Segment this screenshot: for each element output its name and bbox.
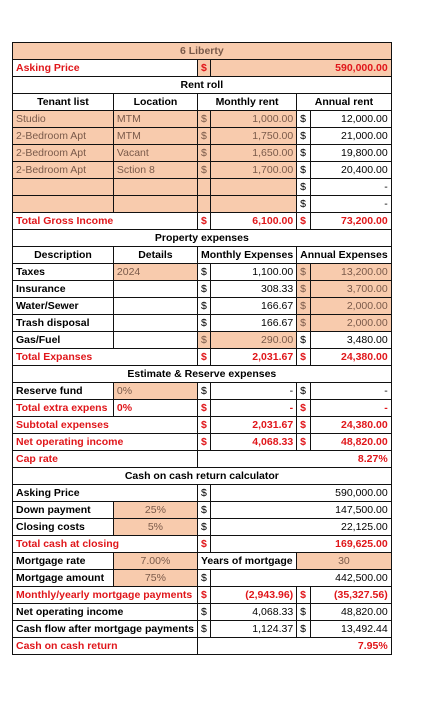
tenant-cell[interactable]	[13, 179, 114, 196]
currency-symbol[interactable]: $	[297, 111, 310, 128]
reserve-fund-monthly[interactable]: -	[211, 383, 297, 400]
total-gross-income-label[interactable]: Total Gross Income	[13, 213, 198, 230]
total-cash-value[interactable]: 169,625.00	[211, 536, 391, 553]
mortgage-rate-label[interactable]: Mortgage rate	[13, 553, 114, 570]
currency-symbol[interactable]: $	[197, 162, 210, 179]
mortgage-amount-value[interactable]: 442,500.00	[211, 570, 391, 587]
currency-symbol[interactable]: $	[197, 502, 210, 519]
closing-costs-value[interactable]: 22,125.00	[211, 519, 391, 536]
cash-flow-annual[interactable]: 13,492.44	[310, 621, 391, 638]
currency-symbol[interactable]: $	[197, 264, 210, 281]
expense-annual[interactable]: 3,480.00	[310, 332, 391, 349]
expense-monthly[interactable]: 1,100.00	[211, 264, 297, 281]
mortgage-amount-pct[interactable]: 75%	[113, 570, 197, 587]
currency-symbol[interactable]: $	[297, 264, 310, 281]
annual-rent-cell[interactable]: -	[310, 179, 391, 196]
location-cell[interactable]: MTM	[113, 128, 197, 145]
rent-roll-header[interactable]: Rent roll	[13, 77, 392, 94]
currency-symbol[interactable]: $	[197, 383, 210, 400]
currency-symbol[interactable]: $	[297, 587, 310, 604]
coc-return-value[interactable]: 7.95%	[197, 638, 391, 655]
currency-symbol[interactable]: $	[197, 587, 210, 604]
noi-monthly[interactable]: 4,068.33	[211, 434, 297, 451]
subtotal-expenses-label[interactable]: Subtotal expenses	[13, 417, 198, 434]
annual-rent-cell[interactable]: 21,000.00	[310, 128, 391, 145]
estimate-reserve-header[interactable]: Estimate & Reserve expenses	[13, 366, 392, 383]
noi-annual[interactable]: 48,820.00	[310, 434, 391, 451]
col-annual-expenses[interactable]: Annual Expenses	[297, 247, 392, 264]
monthly-rent-cell[interactable]: 1,000.00	[211, 111, 297, 128]
coc-noi-monthly[interactable]: 4,068.33	[211, 604, 297, 621]
currency-symbol[interactable]: $	[297, 298, 310, 315]
rent-row-empty	[13, 196, 392, 213]
currency-symbol[interactable]: $	[297, 400, 310, 417]
down-payment-pct[interactable]: 25%	[113, 502, 197, 519]
currency-symbol[interactable]: $	[197, 281, 210, 298]
reserve-fund-annual[interactable]: -	[310, 383, 391, 400]
currency-symbol[interactable]: $	[297, 434, 310, 451]
currency-symbol[interactable]: $	[297, 281, 310, 298]
total-expenses-monthly[interactable]: 2,031.67	[211, 349, 297, 366]
monthly-rent-cell[interactable]: 1,750.00	[211, 128, 297, 145]
reserve-fund-label[interactable]: Reserve fund	[13, 383, 114, 400]
sheet-title[interactable]: 6 Liberty	[13, 43, 392, 60]
cap-rate-label[interactable]: Cap rate	[13, 451, 198, 468]
currency-symbol[interactable]: $	[297, 383, 310, 400]
expense-desc[interactable]: Trash disposal	[13, 315, 114, 332]
mortgage-payments-annual[interactable]: (35,327.56)	[310, 587, 391, 604]
currency-cell[interactable]	[197, 179, 210, 196]
currency-symbol[interactable]: $	[297, 332, 310, 349]
cap-rate-value[interactable]: 8.27%	[197, 451, 391, 468]
expense-annual[interactable]: 2,000.00	[310, 298, 391, 315]
expense-details[interactable]	[113, 281, 197, 298]
expense-monthly[interactable]: 290.00	[211, 332, 297, 349]
currency-symbol[interactable]: $	[197, 485, 210, 502]
location-cell[interactable]: Vacant	[113, 145, 197, 162]
down-payment-label[interactable]: Down payment	[13, 502, 114, 519]
currency-symbol[interactable]: $	[197, 536, 210, 553]
total-extra-label[interactable]: Total extra expens	[13, 400, 114, 417]
expense-monthly[interactable]: 308.33	[211, 281, 297, 298]
currency-symbol[interactable]: $	[297, 196, 310, 213]
expense-row	[13, 315, 392, 332]
currency-symbol[interactable]: $	[297, 145, 310, 162]
total-extra-monthly[interactable]: -	[211, 400, 297, 417]
currency-symbol[interactable]: $	[297, 315, 310, 332]
cash-flow-monthly[interactable]: 1,124.37	[211, 621, 297, 638]
expense-annual[interactable]: 3,700.00	[310, 281, 391, 298]
annual-rent-cell[interactable]: -	[310, 196, 391, 213]
tenant-cell[interactable]: 2-Bedroom Apt	[13, 145, 114, 162]
tenant-cell[interactable]: 2-Bedroom Apt	[13, 128, 114, 145]
col-monthly-expenses[interactable]: Monthly Expenses	[197, 247, 296, 264]
currency-symbol[interactable]: $	[297, 604, 310, 621]
currency-cell[interactable]	[197, 196, 210, 213]
col-description[interactable]: Description	[13, 247, 114, 264]
col-details[interactable]: Details	[113, 247, 197, 264]
currency-symbol[interactable]: $	[197, 298, 210, 315]
monthly-rent-cell[interactable]	[211, 179, 297, 196]
annual-rent-cell[interactable]: 20,400.00	[310, 162, 391, 179]
expense-desc[interactable]: Water/Sewer	[13, 298, 114, 315]
currency-symbol[interactable]: $	[197, 60, 210, 77]
monthly-rent-cell[interactable]: 1,650.00	[211, 145, 297, 162]
closing-costs-pct[interactable]: 5%	[113, 519, 197, 536]
subtotal-expenses-annual[interactable]: 24,380.00	[310, 417, 391, 434]
location-cell[interactable]: Sction 8	[113, 162, 197, 179]
expense-details[interactable]	[113, 298, 197, 315]
rent-row	[13, 128, 392, 145]
currency-symbol[interactable]: $	[197, 349, 210, 366]
coc-header[interactable]: Cash on cash return calculator	[13, 468, 392, 485]
mortgage-payments-monthly[interactable]: (2,943.96)	[211, 587, 297, 604]
tenant-cell[interactable]: Studio	[13, 111, 114, 128]
currency-symbol[interactable]: $	[297, 128, 310, 145]
years-of-mortgage-label[interactable]: Years of mortgage	[197, 553, 296, 570]
expense-desc[interactable]: Gas/Fuel	[13, 332, 114, 349]
years-of-mortgage-value[interactable]: 30	[297, 553, 392, 570]
total-extra-pct[interactable]: 0%	[113, 400, 197, 417]
coc-noi-annual[interactable]: 48,820.00	[310, 604, 391, 621]
currency-symbol[interactable]: $	[197, 519, 210, 536]
currency-symbol[interactable]: $	[297, 179, 310, 196]
col-monthly-rent[interactable]: Monthly rent	[197, 94, 296, 111]
col-tenant-list[interactable]: Tenant list	[13, 94, 114, 111]
currency-symbol[interactable]: $	[197, 570, 210, 587]
reserve-fund-pct[interactable]: 0%	[113, 383, 197, 400]
rent-row	[13, 111, 392, 128]
currency-symbol[interactable]: $	[297, 349, 310, 366]
subtotal-expenses-monthly[interactable]: 2,031.67	[211, 417, 297, 434]
currency-symbol[interactable]: $	[297, 621, 310, 638]
coc-return-label[interactable]: Cash on cash return	[13, 638, 198, 655]
mortgage-amount-label[interactable]: Mortgage amount	[13, 570, 114, 587]
expense-row	[13, 332, 392, 349]
currency-symbol[interactable]: $	[197, 400, 210, 417]
total-extra-annual[interactable]: -	[310, 400, 391, 417]
expense-row	[13, 264, 392, 281]
currency-symbol[interactable]: $	[197, 434, 210, 451]
currency-symbol[interactable]: $	[197, 621, 210, 638]
currency-symbol[interactable]: $	[197, 332, 210, 349]
total-expenses-label[interactable]: Total Expanses	[13, 349, 198, 366]
mortgage-payments-label[interactable]: Monthly/yearly mortgage payments	[13, 587, 198, 604]
mortgage-rate-value[interactable]: 7.00%	[113, 553, 197, 570]
spreadsheet	[12, 42, 392, 655]
expense-annual[interactable]: 2,000.00	[310, 315, 391, 332]
total-gross-monthly[interactable]: 6,100.00	[211, 213, 297, 230]
col-annual-rent[interactable]: Annual rent	[297, 94, 392, 111]
noi-label[interactable]: Net operating income	[13, 434, 198, 451]
expense-details[interactable]	[113, 332, 197, 349]
currency-symbol[interactable]: $	[197, 604, 210, 621]
currency-symbol[interactable]: $	[197, 145, 210, 162]
asking-price-value[interactable]: 590,000.00	[211, 60, 391, 77]
monthly-rent-cell[interactable]: 1,700.00	[211, 162, 297, 179]
currency-symbol[interactable]: $	[197, 128, 210, 145]
rent-row	[13, 145, 392, 162]
total-gross-annual[interactable]: 73,200.00	[310, 213, 391, 230]
closing-costs-label[interactable]: Closing costs	[13, 519, 114, 536]
monthly-rent-cell[interactable]	[211, 196, 297, 213]
currency-symbol[interactable]: $	[197, 417, 210, 434]
rent-row	[13, 162, 392, 179]
expense-row	[13, 298, 392, 315]
currency-symbol[interactable]: $	[197, 213, 210, 230]
property-expenses-header[interactable]: Property expenses	[13, 230, 392, 247]
down-payment-value[interactable]: 147,500.00	[211, 502, 391, 519]
expense-monthly[interactable]: 166.67	[211, 315, 297, 332]
currency-symbol[interactable]: $	[197, 315, 210, 332]
tenant-cell[interactable]	[13, 196, 114, 213]
expense-monthly[interactable]: 166.67	[211, 298, 297, 315]
location-cell[interactable]	[113, 196, 197, 213]
cash-flow-label[interactable]: Cash flow after mortgage payments	[13, 621, 198, 638]
location-cell[interactable]: MTM	[113, 111, 197, 128]
total-cash-label[interactable]: Total cash at closing	[13, 536, 198, 553]
currency-symbol[interactable]: $	[297, 417, 310, 434]
total-expenses-annual[interactable]: 24,380.00	[310, 349, 391, 366]
expense-details[interactable]: 2024	[113, 264, 197, 281]
coc-asking-value[interactable]: 590,000.00	[211, 485, 391, 502]
tenant-cell[interactable]: 2-Bedroom Apt	[13, 162, 114, 179]
expense-desc[interactable]: Taxes	[13, 264, 114, 281]
expense-row	[13, 281, 392, 298]
asking-price-label[interactable]: Asking Price	[13, 60, 198, 77]
expense-annual[interactable]: 13,200.00	[310, 264, 391, 281]
location-cell[interactable]	[113, 179, 197, 196]
expense-desc[interactable]: Insurance	[13, 281, 114, 298]
currency-symbol[interactable]: $	[297, 162, 310, 179]
currency-symbol[interactable]: $	[197, 111, 210, 128]
col-location[interactable]: Location	[113, 94, 197, 111]
annual-rent-cell[interactable]: 12,000.00	[310, 111, 391, 128]
currency-symbol[interactable]: $	[297, 213, 310, 230]
coc-noi-label[interactable]: Net operating income	[13, 604, 198, 621]
rent-row-empty	[13, 179, 392, 196]
coc-asking-label[interactable]: Asking Price	[13, 485, 198, 502]
expense-details[interactable]	[113, 315, 197, 332]
annual-rent-cell[interactable]: 19,800.00	[310, 145, 391, 162]
